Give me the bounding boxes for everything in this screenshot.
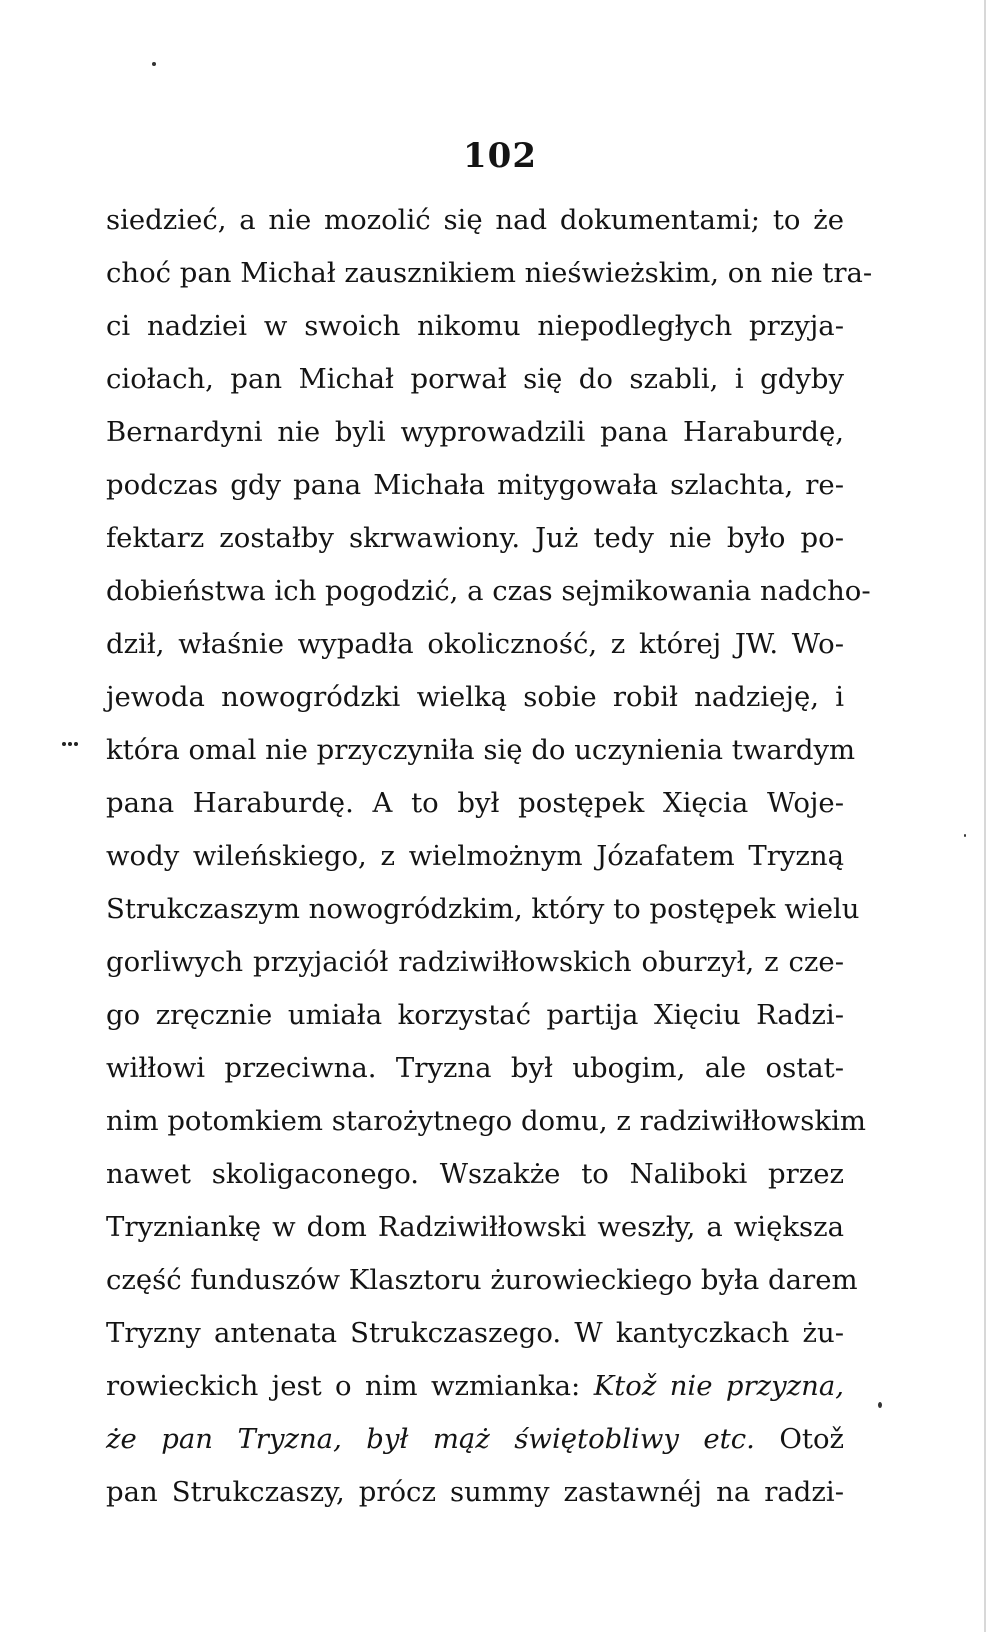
line-text: ci nadziei w swoich nikomu niepodległych przyja- (106, 310, 844, 342)
line-text: jewoda nowogródzki wielką sobie robił nadzieję, i (106, 681, 844, 713)
line-text: pan Strukczaszy, prócz summy zastawnéj na radzi- (106, 1476, 844, 1508)
text-line (106, 724, 856, 777)
text-line (106, 512, 844, 565)
page-number: 102 (463, 136, 537, 176)
line-text: go zręcznie umiała korzystać partija Xięciu Radzi- (106, 999, 844, 1031)
line-text: gorliwych przyjaciół radziwiłłowskich oburzył, z cze- (106, 946, 844, 978)
text-line (106, 459, 844, 512)
text-line (106, 1360, 844, 1413)
line-text: choć pan Michał zausznikiem nieświeżskim, on nie tra- (106, 257, 873, 289)
line-text: wiłłowi przeciwna. Tryzna był ubogim, ale ostat- (106, 1052, 844, 1084)
text-line (106, 565, 871, 618)
text-line (106, 1148, 844, 1201)
line-text: część funduszów Klasztoru żurowieckiego była darem (106, 1264, 858, 1296)
page-edge-shadow (984, 0, 986, 1632)
line-text: pana Haraburdę. A to był postępek Xięcia Woje- (106, 787, 844, 819)
text-line (106, 1466, 844, 1519)
text-line (106, 1095, 866, 1148)
line-text: fektarz zostałby skrwawiony. Już tedy nie było po- (106, 522, 844, 554)
text-line (106, 1042, 844, 1095)
text-line (106, 830, 844, 883)
text-line (106, 300, 844, 353)
text-line (106, 989, 844, 1042)
print-speck (878, 1402, 882, 1408)
line-text: Tryzniankę w dom Radziwiłłowski weszły, a większa (106, 1211, 844, 1243)
line-text: siedzieć, a nie mozolić się nad dokumentami; to że (106, 204, 844, 236)
margin-mark (62, 742, 78, 746)
print-speck (964, 834, 966, 837)
line-text: rowieckich jest o nim wzmianka: (106, 1370, 594, 1402)
text-line (106, 247, 873, 300)
text-line (106, 1254, 858, 1307)
line-text: dobieństwa ich pogodzić, a czas sejmikowania nadcho- (106, 575, 871, 607)
line-text: Tryzny antenata Strukczaszego. W kantyczkach żu- (106, 1317, 844, 1349)
text-line (106, 936, 844, 989)
line-text: ciołach, pan Michał porwał się do szabli, i gdyby (106, 363, 844, 395)
italic-text: Ktož nie przyzna, (593, 1370, 845, 1402)
text-line (106, 1307, 844, 1360)
text-line (106, 883, 860, 936)
line-text: Strukczaszym nowogródzkim, który to postępek wielu (106, 893, 860, 925)
line-text: dził, właśnie wypadła okoliczność, z której JW. Wo- (106, 628, 844, 660)
text-line (106, 1201, 844, 1254)
italic-text: że pan Tryzna, był mąż świętobliwy etc. (106, 1423, 755, 1455)
line-text: Bernardyni nie byli wyprowadzili pana Haraburdę, (106, 416, 844, 448)
text-line (106, 777, 844, 830)
text-line (106, 1413, 844, 1466)
text-line (106, 194, 844, 247)
line-text: Otož (754, 1423, 844, 1455)
text-line (106, 671, 844, 724)
print-speck (152, 62, 156, 66)
text-line (106, 618, 844, 671)
text-line (106, 353, 844, 406)
line-text: która omal nie przyczyniła się do uczynienia twardym (106, 734, 856, 766)
line-text: podczas gdy pana Michała mitygowała szlachta, re- (106, 469, 844, 501)
line-text: nawet skoligaconego. Wszakże to Naliboki przez (106, 1158, 844, 1190)
text-line (106, 406, 844, 459)
line-text: nim potomkiem starożytnego domu, z radziwiłłowskim (106, 1105, 866, 1137)
line-text: wody wileńskiego, z wielmożnym Józafatem Tryzną (106, 840, 844, 872)
body-text (106, 194, 873, 1519)
